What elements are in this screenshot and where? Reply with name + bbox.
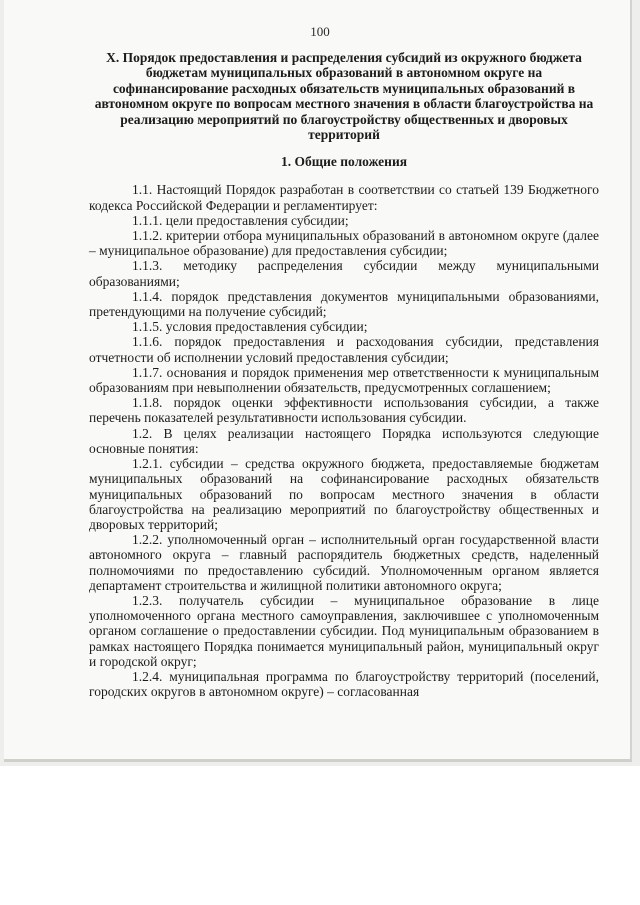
paragraph-1-1-1: 1.1.1. цели предоставления субсидии; xyxy=(132,212,349,228)
paragraph-1-1-5: 1.1.5. условия предоставления субсидии; xyxy=(132,319,368,335)
paragraph-1-1-4: 1.1.4. порядок представления документов муниципальными образованиями, претендующими на получение субсидий; xyxy=(89,288,599,320)
page-number: 100 xyxy=(310,24,330,39)
paragraph-list xyxy=(89,182,599,699)
paragraph-1-2-1: 1.2.1. субсидии – средства окружного бюджета, предоставляемые бюджетам муниципальных образований на софинансирование расходных обязательств муниципальных образований по вопросам местного значения в области благоустройства на реализацию мероприятий по благоустройству общественных и дворовых территорий; xyxy=(89,456,599,532)
paragraph-1-2-2: 1.2.2. уполномоченный орган – исполнительный орган государственной власти автономного округа – главный распорядитель бюджетных средств, наделенный полномочиями по предоставлению субсидий. Уполномоченным органом является департамент строительства и жилищной политики автономного округа; xyxy=(89,532,599,593)
paragraph-1-2-3: 1.2.3. получатель субсидии – муниципальное образование в лице уполномоченного органа местного самоуправления, заключившее с уполномоченным органом соглашение о предоставлении субсидии. Под муниципальным образованием в рамках настоящего Порядка понимается муниципальный район, муниципальный округ и городской округ; xyxy=(89,592,599,669)
paragraph-1-1-7: 1.1.7. основания и порядок применения мер ответственности к муниципальным образованиям при невыполнении обязательств, предусмотренных соглашением; xyxy=(89,364,599,396)
paragraph-1-1-3: 1.1.3. методику распределения субсидии между муниципальными образованиями; xyxy=(89,258,599,289)
paragraph-1-2-4: 1.2.4. муниципальная программа по благоустройству территорий (поселений, городских округов в автономном округе) – согласованная xyxy=(89,668,599,700)
section-title: X. Порядок предоставления и распределения субсидий из окружного бюджета бюджетам муниципальных образований в автономном округе на софинансирование расходных обязательств муниципальных образований в автономном округе по вопросам местного значения в области благоустройства на реализацию мероприятий по благоустройству общественных и дворовых территорий xyxy=(94,50,594,143)
paragraph-1-2: 1.2. В целях реализации настоящего Порядка используются следующие основные понятия: xyxy=(89,425,599,456)
document-body xyxy=(89,50,599,699)
paragraph-1-1-8: 1.1.8. порядок оценки эффективности использования субсидии, а также перечень показателей результативности использования субсидии. xyxy=(89,395,599,426)
paragraph-1-1-2: 1.1.2. критерии отбора муниципальных образований в автономном округе (далее – муниципальное образование) для предоставления субсидии; xyxy=(89,228,599,259)
paragraph-1-1-6: 1.1.6. порядок предоставления и расходования субсидии, представления отчетности об исполнении условий предоставления субсидии; xyxy=(89,334,599,365)
subsection-title: 1. Общие положения xyxy=(280,154,408,170)
paragraph-1-1: 1.1. Настоящий Порядок разработан в соответствии со статьей 139 Бюджетного кодекса Российской Федерации и регламентирует: xyxy=(89,182,599,213)
